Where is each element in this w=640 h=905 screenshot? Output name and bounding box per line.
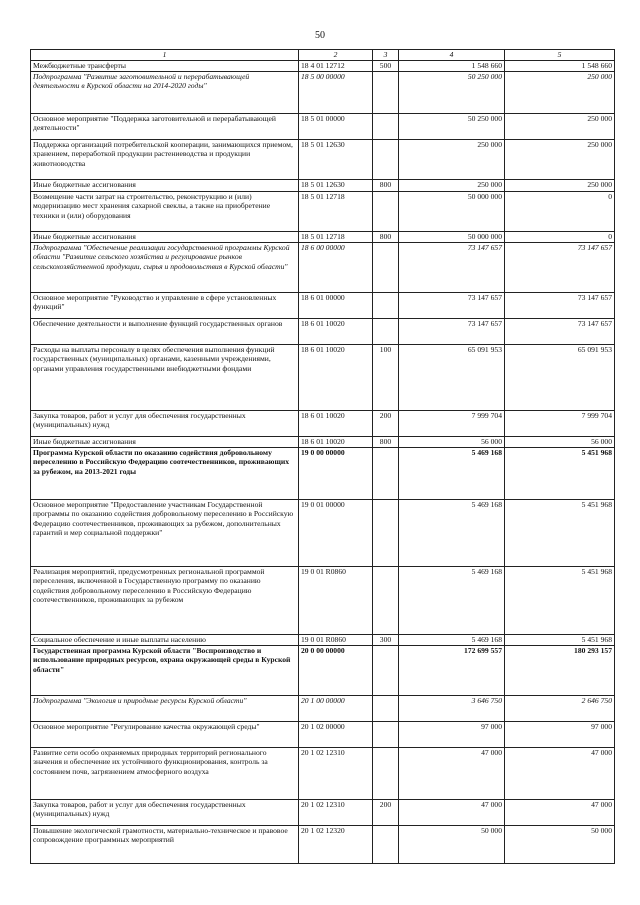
row-code-cell: 20 1 00 00000 (299, 695, 373, 721)
row-amount-2-cell: 73 147 657 (505, 242, 615, 292)
table-row (31, 344, 615, 410)
row-code-cell: 18 6 00 00000 (299, 242, 373, 292)
row-name-cell: Социальное обеспечение и иные выплаты населению (31, 634, 299, 645)
row-name-cell: Подпрограмма "Обеспечение реализации государственной программы Курской области "Развитие сельского хозяйства и регулирование рынков сельскохозяйственной продукции, сырья и продовольствия в Курской области" (31, 242, 299, 292)
row-amount-2-cell: 7 999 704 (505, 410, 615, 436)
table-row (31, 113, 615, 139)
row-code-cell: 20 1 02 12320 (299, 825, 373, 863)
row-expense-type-cell (373, 113, 399, 139)
row-name-cell: Реализация мероприятий, предусмотренных региональной программой переселения, включенной в Государственную программу по оказанию содействия добровольному переселению в Российскую Федерацию соотечественников, проживающих за рубежом (31, 566, 299, 634)
row-name-cell: Основное мероприятие "Руководство и управление в сфере установленных функций" (31, 292, 299, 318)
row-amount-2-cell: 97 000 (505, 721, 615, 747)
table-row (31, 436, 615, 447)
row-amount-1-cell: 5 469 168 (399, 499, 505, 566)
row-amount-1-cell: 50 250 000 (399, 113, 505, 139)
row-code-cell: 18 5 01 12630 (299, 139, 373, 179)
row-name-cell: Поддержка организаций потребительской кооперации, занимающихся приемом, хранением, переработкой продукции растениеводства и продукции животноводства (31, 139, 299, 179)
row-name-cell: Иные бюджетные ассигнования (31, 179, 299, 191)
row-code-cell: 18 5 01 12630 (299, 179, 373, 191)
row-amount-1-cell: 3 646 750 (399, 695, 505, 721)
row-amount-2-cell: 5 451 968 (505, 447, 615, 499)
row-amount-1-cell: 7 999 704 (399, 410, 505, 436)
row-amount-2-cell: 5 451 968 (505, 499, 615, 566)
table-row (31, 292, 615, 318)
table-row (31, 499, 615, 566)
row-code-cell: 18 6 01 10020 (299, 410, 373, 436)
row-amount-1-cell: 50 000 000 (399, 231, 505, 242)
row-name-cell: Основное мероприятие "Регулирование качества окружающей среды" (31, 721, 299, 747)
table-body (31, 60, 615, 863)
row-name-cell: Межбюджетные трансферты (31, 60, 299, 71)
table-row (31, 799, 615, 825)
row-expense-type-cell: 200 (373, 410, 399, 436)
row-amount-2-cell: 47 000 (505, 747, 615, 799)
row-expense-type-cell (373, 242, 399, 292)
row-code-cell: 19 0 00 00000 (299, 447, 373, 499)
row-name-cell: Основное мероприятие "Поддержка заготовительной и перерабатывающей деятельности" (31, 113, 299, 139)
row-amount-2-cell: 5 451 968 (505, 566, 615, 634)
table-row (31, 318, 615, 344)
row-expense-type-cell: 800 (373, 179, 399, 191)
row-name-cell: Повышение экологической грамотности, материально-техническое и правовое сопровождение программных мероприятий (31, 825, 299, 863)
row-name-cell: Иные бюджетные ассигнования (31, 231, 299, 242)
row-amount-2-cell: 250 000 (505, 139, 615, 179)
row-expense-type-cell (373, 191, 399, 231)
table-row (31, 242, 615, 292)
row-amount-2-cell: 5 451 968 (505, 634, 615, 645)
row-amount-2-cell: 73 147 657 (505, 292, 615, 318)
row-name-cell: Развитие сети особо охраняемых природных территорий регионального значения и обеспечение их устойчивого функционирования, контроль за состоянием почв, загрязнением атмосферного воздуха (31, 747, 299, 799)
row-code-cell: 20 1 02 12310 (299, 747, 373, 799)
table-row (31, 410, 615, 436)
row-amount-2-cell: 0 (505, 191, 615, 231)
row-amount-1-cell: 5 469 168 (399, 634, 505, 645)
row-amount-1-cell: 97 000 (399, 721, 505, 747)
row-amount-1-cell: 5 469 168 (399, 566, 505, 634)
header-col-4: 4 (399, 50, 505, 61)
table-row (31, 825, 615, 863)
row-amount-1-cell: 47 000 (399, 799, 505, 825)
row-amount-2-cell: 65 091 953 (505, 344, 615, 410)
row-expense-type-cell: 800 (373, 436, 399, 447)
row-code-cell: 18 6 01 00000 (299, 292, 373, 318)
row-amount-2-cell: 250 000 (505, 179, 615, 191)
row-code-cell: 18 6 01 10020 (299, 344, 373, 410)
row-amount-1-cell: 47 000 (399, 747, 505, 799)
row-amount-2-cell: 2 646 750 (505, 695, 615, 721)
row-amount-1-cell: 73 147 657 (399, 292, 505, 318)
row-amount-2-cell: 250 000 (505, 71, 615, 113)
row-expense-type-cell (373, 71, 399, 113)
row-amount-2-cell: 0 (505, 231, 615, 242)
header-col-3: 3 (373, 50, 399, 61)
table-row (31, 695, 615, 721)
row-amount-2-cell: 180 293 157 (505, 645, 615, 695)
table-row (31, 231, 615, 242)
budget-table (30, 49, 615, 864)
row-expense-type-cell (373, 447, 399, 499)
row-expense-type-cell: 800 (373, 231, 399, 242)
row-expense-type-cell: 200 (373, 799, 399, 825)
row-expense-type-cell (373, 318, 399, 344)
row-code-cell: 20 1 02 12310 (299, 799, 373, 825)
table-row (31, 566, 615, 634)
table-row (31, 60, 615, 71)
row-amount-2-cell: 47 000 (505, 799, 615, 825)
row-expense-type-cell (373, 499, 399, 566)
row-name-cell: Подпрограмма "Экология и природные ресурсы Курской области" (31, 695, 299, 721)
row-amount-2-cell: 250 000 (505, 113, 615, 139)
table-row (31, 634, 615, 645)
table-row (31, 721, 615, 747)
row-code-cell: 18 4 01 12712 (299, 60, 373, 71)
header-col-1: 1 (31, 50, 299, 61)
row-code-cell: 19 0 01 R0860 (299, 634, 373, 645)
row-code-cell: 20 1 02 00000 (299, 721, 373, 747)
row-code-cell: 18 5 01 12718 (299, 191, 373, 231)
row-name-cell: Расходы на выплаты персоналу в целях обеспечения выполнения функций государственных (муниципальных) органами, казенными учреждениями, органами управления государственными внебюджетными фондами (31, 344, 299, 410)
row-code-cell: 19 0 01 R0860 (299, 566, 373, 634)
row-amount-1-cell: 56 000 (399, 436, 505, 447)
row-expense-type-cell: 500 (373, 60, 399, 71)
table-row (31, 747, 615, 799)
row-amount-1-cell: 73 147 657 (399, 318, 505, 344)
row-expense-type-cell (373, 645, 399, 695)
row-amount-2-cell: 56 000 (505, 436, 615, 447)
table-row (31, 71, 615, 113)
row-expense-type-cell: 300 (373, 634, 399, 645)
row-amount-1-cell: 1 548 660 (399, 60, 505, 71)
header-col-5: 5 (505, 50, 615, 61)
row-name-cell: Закупка товаров, работ и услуг для обеспечения государственных (муниципальных) нужд (31, 410, 299, 436)
row-name-cell: Обеспечение деятельности и выполнение функций государственных органов (31, 318, 299, 344)
table-row (31, 139, 615, 179)
row-name-cell: Программа Курской области по оказанию содействия добровольному переселению в Российскую Федерацию соотечественников, проживающих за рубежом, на 2013-2021 годы (31, 447, 299, 499)
table-row (31, 645, 615, 695)
row-code-cell: 18 6 01 10020 (299, 318, 373, 344)
row-name-cell: Возмещение части затрат на строительство, реконструкцию и (или) модернизацию мест хранения сахарной свеклы, а также на приобретение техники и (или) оборудования (31, 191, 299, 231)
row-code-cell: 20 0 00 00000 (299, 645, 373, 695)
row-amount-2-cell: 50 000 (505, 825, 615, 863)
row-expense-type-cell (373, 695, 399, 721)
row-expense-type-cell (373, 566, 399, 634)
row-amount-1-cell: 50 000 (399, 825, 505, 863)
table-row (31, 179, 615, 191)
row-amount-1-cell: 73 147 657 (399, 242, 505, 292)
row-amount-1-cell: 50 250 000 (399, 71, 505, 113)
row-expense-type-cell (373, 292, 399, 318)
table-row (31, 447, 615, 499)
header-row (31, 50, 615, 61)
row-code-cell: 19 0 01 00000 (299, 499, 373, 566)
row-expense-type-cell (373, 139, 399, 179)
row-amount-1-cell: 250 000 (399, 139, 505, 179)
header-col-2: 2 (299, 50, 373, 61)
row-amount-1-cell: 172 699 557 (399, 645, 505, 695)
row-expense-type-cell (373, 747, 399, 799)
row-amount-2-cell: 1 548 660 (505, 60, 615, 71)
row-name-cell: Закупка товаров, работ и услуг для обеспечения государственных (муниципальных) нужд (31, 799, 299, 825)
row-code-cell: 18 5 01 00000 (299, 113, 373, 139)
row-expense-type-cell (373, 825, 399, 863)
row-amount-1-cell: 5 469 168 (399, 447, 505, 499)
row-name-cell: Подпрограмма "Развитие заготовительной и перерабатывающей деятельности в Курской области на 2014-2020 годы" (31, 71, 299, 113)
row-name-cell: Государственная программа Курской области "Воспроизводство и использование природных ресурсов, охрана окружающей среды в Курской области" (31, 645, 299, 695)
row-amount-2-cell: 73 147 657 (505, 318, 615, 344)
row-expense-type-cell (373, 721, 399, 747)
row-code-cell: 18 5 00 00000 (299, 71, 373, 113)
row-code-cell: 18 6 01 10020 (299, 436, 373, 447)
row-amount-1-cell: 65 091 953 (399, 344, 505, 410)
page-number: 50 (315, 30, 325, 41)
row-amount-1-cell: 50 000 000 (399, 191, 505, 231)
row-name-cell: Иные бюджетные ассигнования (31, 436, 299, 447)
table-row (31, 191, 615, 231)
row-amount-1-cell: 250 000 (399, 179, 505, 191)
row-code-cell: 18 5 01 12718 (299, 231, 373, 242)
row-name-cell: Основное мероприятие "Предоставление участникам Государственной программы по оказанию содействия добровольному переселению в Российскую Федерацию соотечественников, проживающих за рубежом, дополнительных гарантий и мер социальной поддержки" (31, 499, 299, 566)
row-expense-type-cell: 100 (373, 344, 399, 410)
